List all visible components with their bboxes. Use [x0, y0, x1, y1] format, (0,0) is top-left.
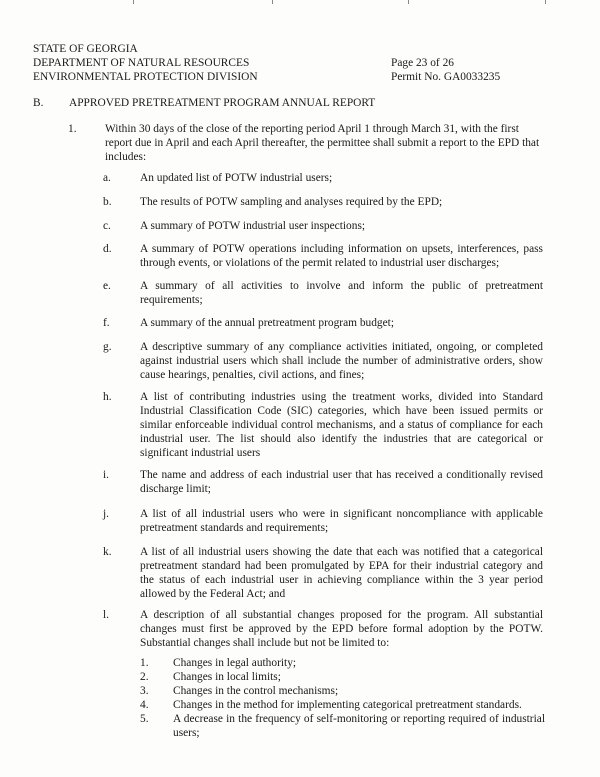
item-text: Changes in legal authority; — [173, 657, 297, 669]
item-letter: b. — [103, 196, 112, 208]
list-item — [140, 698, 545, 712]
item-number: 2. — [140, 671, 149, 683]
item-letter: j. — [103, 508, 110, 520]
item-text: A list of all industrial users who were in significant noncompliance with applicable pretreatment standards and requirements; — [140, 508, 543, 534]
item-number: 5. — [140, 713, 149, 725]
item-text: Within 30 days of the close of the reporting period April 1 through March 31, with the first report due in April and each April thereafter, the permittee shall submit a report to the EPD that includes: — [105, 123, 540, 163]
item-text: An updated list of POTW industrial users; — [140, 172, 333, 184]
item-letter: f. — [103, 317, 110, 329]
section-number: B. — [33, 97, 44, 109]
scan-mark — [545, 0, 546, 4]
item-letter: d. — [103, 243, 112, 255]
item-text: A summary of POTW industrial user inspections; — [140, 220, 366, 232]
item-number: 4. — [140, 699, 149, 711]
item-text: A descriptive summary of any compliance activities initiated, ongoing, or completed against industrial users which shall include the number of administrative orders, show cause hearings, penalties, civil actions, and fines; — [140, 341, 543, 381]
list-item — [140, 712, 545, 740]
item-number: 3. — [140, 685, 149, 697]
list-item — [103, 171, 543, 185]
item-text: A summary of POTW operations including information on upsets, interferences, pass through events, or violations of the permit related to industrial user discharges; — [140, 243, 543, 269]
scan-mark — [133, 0, 134, 4]
list-item — [103, 279, 543, 307]
item-text: Changes in the method for implementing categorical pretreatment standards. — [173, 699, 522, 711]
agency-line-state: STATE OF GEORGIA — [33, 43, 138, 55]
section-title-text: APPROVED PRETREATMENT PROGRAM ANNUAL REPORT — [69, 97, 376, 109]
item-letter: i. — [103, 469, 110, 481]
list-item — [103, 507, 543, 535]
item-text: Changes in local limits; — [173, 671, 281, 683]
item-number: 1. — [68, 123, 77, 135]
item-text: A list of contributing industries using the treatment works, divided into Standard Industrial Classification Code (SIC) categories, which have been issued permits or similar enforceable individual control mechanisms, and a status of compliance for each industrial user. The list should also identify the industries that are categorical or significant industrial users — [140, 391, 543, 459]
list-item — [103, 545, 543, 601]
item-letter: a. — [103, 172, 111, 184]
item-text: A summary of the annual pretreatment program budget; — [140, 317, 394, 329]
item-text: The name and address of each industrial user that has received a conditionally revised discharge limit; — [140, 469, 543, 495]
page-info-block — [391, 56, 500, 84]
item-letter: k. — [103, 546, 112, 558]
list-item — [103, 219, 543, 233]
item-text: Changes in the control mechanisms; — [173, 685, 339, 697]
scan-mark — [272, 0, 273, 4]
list-item — [103, 242, 543, 270]
item-text: A description of all substantial changes proposed for the program. All substantial changes must first be approved by the EPD before formal adoption by the POTW. Substantial changes shall include but not be limited to: — [140, 609, 543, 649]
page-number: Page 23 of 26 — [391, 57, 454, 69]
section-heading — [33, 96, 375, 110]
item-letter: l. — [103, 609, 110, 621]
document-header — [33, 42, 573, 84]
permit-number: Permit No. GA0033235 — [391, 71, 501, 83]
agency-line-department: DEPARTMENT OF NATURAL RESOURCES — [33, 57, 250, 69]
list-item — [103, 468, 543, 496]
list-item — [103, 390, 543, 460]
list-item — [140, 670, 545, 684]
list-item — [140, 656, 545, 670]
list-item — [103, 340, 543, 382]
item-text: The results of POTW sampling and analyses required by the EPD; — [140, 196, 443, 208]
item-number: 1. — [140, 657, 149, 669]
list-item — [103, 316, 543, 330]
item-letter: g. — [103, 341, 112, 353]
item-text: A list of all industrial users showing the date that each was notified that a categorical pretreatment standard had been promulgated by EPA for their industrial category and the status of each industrial user in achieving compliance within the 3 year period allowed by the Federal Act; and — [140, 546, 543, 600]
numbered-item — [68, 122, 543, 164]
list-item — [140, 684, 545, 698]
item-letter: e. — [103, 280, 111, 292]
item-letter: c. — [103, 220, 111, 232]
list-item — [103, 195, 543, 209]
item-text: A decrease in the frequency of self-monitoring or reporting required of industrial users; — [173, 713, 545, 739]
scan-mark — [408, 0, 409, 4]
item-letter: h. — [103, 391, 112, 403]
agency-line-division: ENVIRONMENTAL PROTECTION DIVISION — [33, 71, 258, 83]
list-item — [103, 608, 543, 650]
item-text: A summary of all activities to involve and inform the public of pretreatment requirements; — [140, 280, 543, 306]
